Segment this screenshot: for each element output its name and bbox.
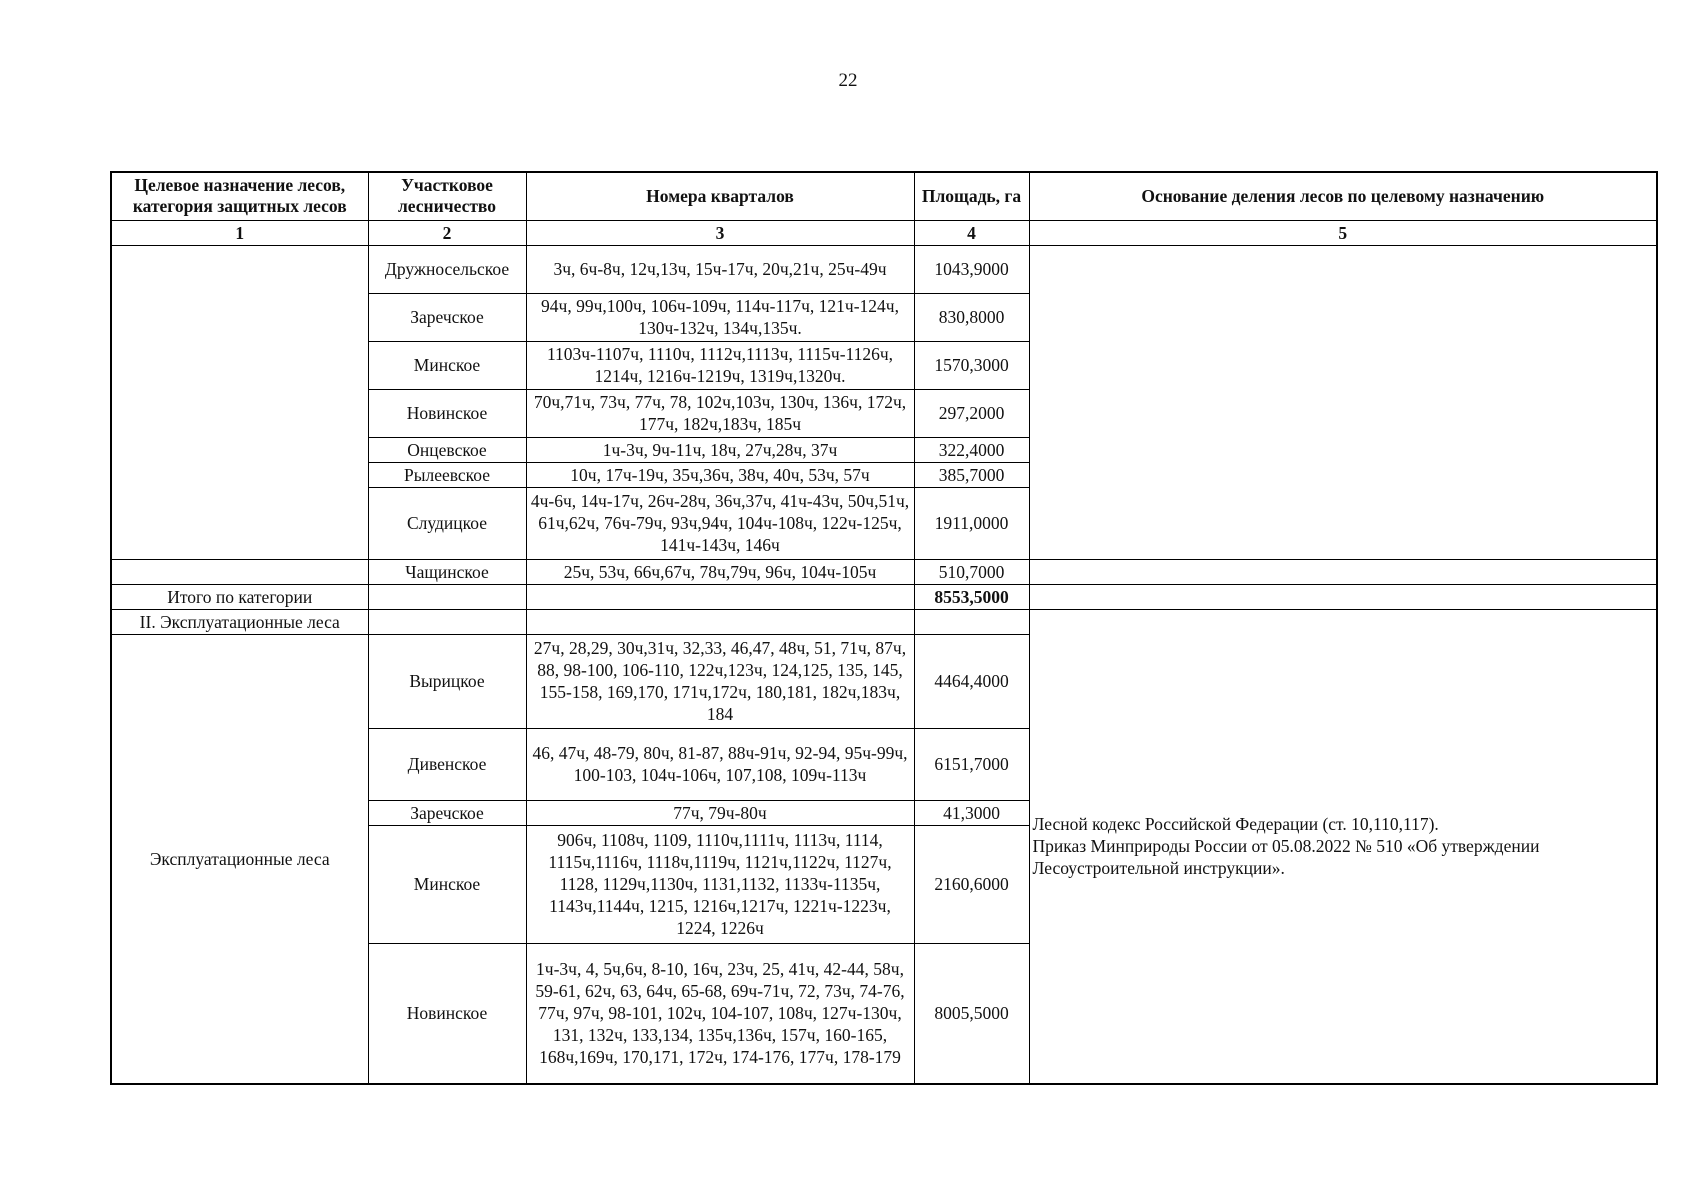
quarters-cell: 46, 47ч, 48-79, 80ч, 81-87, 88ч-91ч, 92-94, 95ч-99ч, 100-103, 104ч-106ч, 107,108, 109ч-113ч	[526, 728, 914, 800]
quarters-cell: 1ч-3ч, 9ч-11ч, 18ч, 27ч,28ч, 37ч	[526, 437, 914, 462]
header-area: Площадь, га	[914, 172, 1029, 220]
empty-cell	[368, 609, 526, 634]
area-cell: 385,7000	[914, 462, 1029, 487]
header-basis: Основание деления лесов по целевому назначению	[1029, 172, 1657, 220]
column-number: 4	[914, 220, 1029, 245]
forestry-cell: Новинское	[368, 943, 526, 1084]
forestry-cell: Вырицкое	[368, 634, 526, 728]
header-quarters: Номера кварталов	[526, 172, 914, 220]
exploitation-label: Эксплуатационные леса	[111, 634, 368, 1084]
header-purpose: Целевое назначение лесов, категория защитных лесов	[111, 172, 368, 220]
basis-line: Приказ Минприроды России от 05.08.2022 № 510 «Об утверждении Лесоустроительной инструкции».	[1032, 836, 1540, 879]
basis-line: Лесной кодекс Российской Федерации (ст. 10,110,117).	[1032, 814, 1439, 835]
category-basis-cell	[1029, 245, 1657, 559]
area-cell: 41,3000	[914, 800, 1029, 825]
forestry-cell: Заречское	[368, 800, 526, 825]
area-cell: 8005,5000	[914, 943, 1029, 1084]
area-cell: 297,2000	[914, 389, 1029, 437]
column-number: 5	[1029, 220, 1657, 245]
column-number: 3	[526, 220, 914, 245]
area-cell: 1043,9000	[914, 245, 1029, 293]
basis-cell	[1029, 609, 1657, 1084]
forestry-cell: Чащинское	[368, 559, 526, 584]
forestry-cell: Рылеевское	[368, 462, 526, 487]
table-row	[111, 559, 1657, 584]
forestry-cell: Минское	[368, 341, 526, 389]
empty-cell	[914, 609, 1029, 634]
area-cell: 2160,6000	[914, 825, 1029, 943]
forestry-cell: Новинское	[368, 389, 526, 437]
category-purpose-cell	[111, 245, 368, 559]
area-cell: 830,8000	[914, 293, 1029, 341]
category-purpose-cell	[111, 559, 368, 584]
total-area: 8553,5000	[914, 584, 1029, 609]
forest-purpose-table	[110, 171, 1658, 1085]
section-heading: II. Эксплуатационные леса	[111, 609, 368, 634]
quarters-cell: 4ч-6ч, 14ч-17ч, 26ч-28ч, 36ч,37ч, 41ч-43ч, 50ч,51ч, 61ч,62ч, 76ч-79ч, 93ч,94ч, 104ч-108ч, 122ч-125ч, 141ч-143ч, 146ч	[526, 487, 914, 559]
total-row	[111, 584, 1657, 609]
page-number: 22	[838, 70, 858, 91]
area-cell: 4464,4000	[914, 634, 1029, 728]
quarters-cell: 10ч, 17ч-19ч, 35ч,36ч, 38ч, 40ч, 53ч, 57ч	[526, 462, 914, 487]
forestry-cell: Онцевское	[368, 437, 526, 462]
quarters-cell: 77ч, 79ч-80ч	[526, 800, 914, 825]
quarters-cell: 1103ч-1107ч, 1110ч, 1112ч,1113ч, 1115ч-1126ч, 1214ч, 1216ч-1219ч, 1319ч,1320ч.	[526, 341, 914, 389]
column-number: 1	[111, 220, 368, 245]
header-forestry: Участковое лесничество	[368, 172, 526, 220]
section-row	[111, 609, 1657, 634]
forestry-cell: Дивенское	[368, 728, 526, 800]
total-label: Итого по категории	[111, 584, 368, 609]
area-cell: 6151,7000	[914, 728, 1029, 800]
quarters-cell: 3ч, 6ч-8ч, 12ч,13ч, 15ч-17ч, 20ч,21ч, 25ч-49ч	[526, 245, 914, 293]
empty-cell	[526, 584, 914, 609]
quarters-cell: 27ч, 28,29, 30ч,31ч, 32,33, 46,47, 48ч, 51, 71ч, 87ч, 88, 98-100, 106-110, 122ч,123ч, 124,125, 135, 145, 155-158, 169,170, 171ч,172ч, 180,181, 182ч,183ч, 184	[526, 634, 914, 728]
forestry-cell: Заречское	[368, 293, 526, 341]
forestry-cell: Минское	[368, 825, 526, 943]
quarters-cell: 94ч, 99ч,100ч, 106ч-109ч, 114ч-117ч, 121ч-124ч, 130ч-132ч, 134ч,135ч.	[526, 293, 914, 341]
empty-cell	[526, 609, 914, 634]
quarters-cell: 25ч, 53ч, 66ч,67ч, 78ч,79ч, 96ч, 104ч-105ч	[526, 559, 914, 584]
forestry-cell: Дружносельское	[368, 245, 526, 293]
area-cell: 1911,0000	[914, 487, 1029, 559]
category-basis-cell	[1029, 559, 1657, 584]
quarters-cell: 1ч-3ч, 4, 5ч,6ч, 8-10, 16ч, 23ч, 25, 41ч, 42-44, 58ч, 59-61, 62ч, 63, 64ч, 65-68, 69ч-71ч, 72, 73ч, 74-76, 77ч, 97ч, 98-101, 102ч, 104-107, 108ч, 127ч-130ч, 131, 132ч, 133,134, 135ч,136ч, 157ч, 160-165, 168ч,169ч, 170,171, 172ч, 174-176, 177ч, 178-179	[526, 943, 914, 1084]
area-cell: 510,7000	[914, 559, 1029, 584]
quarters-cell: 906ч, 1108ч, 1109, 1110ч,1111ч, 1113ч, 1114, 1115ч,1116ч, 1118ч,1119ч, 1121ч,1122ч, 1127ч, 1128, 1129ч,1130ч, 1131,1132, 1133ч-1135ч, 1143ч,1144ч, 1215, 1216ч,1217ч, 1221ч-1223ч, 1224, 1226ч	[526, 825, 914, 943]
area-cell: 322,4000	[914, 437, 1029, 462]
table-row	[111, 245, 1657, 293]
column-number: 2	[368, 220, 526, 245]
empty-cell	[1029, 584, 1657, 609]
area-cell: 1570,3000	[914, 341, 1029, 389]
quarters-cell: 70ч,71ч, 73ч, 77ч, 78, 102ч,103ч, 130ч, 136ч, 172ч, 177ч, 182ч,183ч, 185ч	[526, 389, 914, 437]
empty-cell	[368, 584, 526, 609]
forestry-cell: Слудицкое	[368, 487, 526, 559]
